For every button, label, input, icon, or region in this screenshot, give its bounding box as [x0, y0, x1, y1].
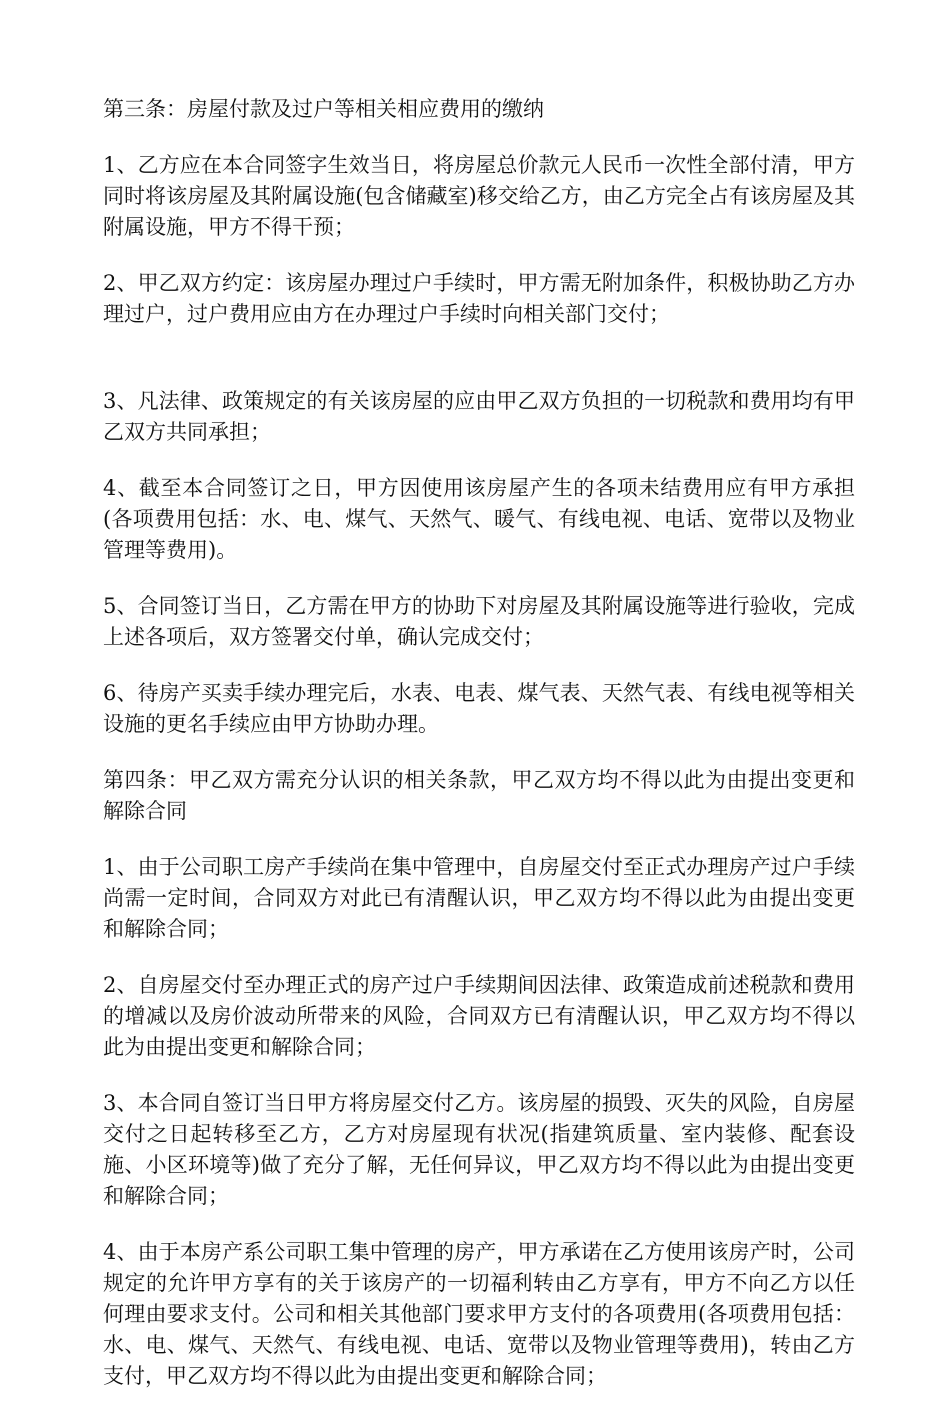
article-3-clause-1: 1、乙方应在本合同签字生效当日，将房屋总价款元人民币一次性全部付清，甲方同时将该房屋及其附属设施(包含储藏室)移交给乙方，由乙方完全占有该房屋及其附属设施，甲方不得干预； — [103, 153, 855, 239]
article-3-clause-6: 6、待房产买卖手续办理完后，水表、电表、煤气表、天然气表、有线电视等相关设施的更名手续应由甲方协助办理。 — [103, 681, 855, 736]
article-3-clause-4: 4、截至本合同签订之日，甲方因使用该房屋产生的各项未结费用应有甲方承担(各项费用包括：水、电、煤气、天然气、暖气、有线电视、电话、宽带以及物业管理等费用)。 — [103, 476, 855, 562]
article-3-clause-2: 2、甲乙双方约定：该房屋办理过户手续时，甲方需无附加条件，积极协助乙方办理过户，过户费用应由方在办理过户手续时向相关部门交付； — [103, 271, 855, 326]
article-4-clause-3: 3、本合同自签订当日甲方将房屋交付乙方。该房屋的损毁、灭失的风险，自房屋交付之日起转移至乙方，乙方对房屋现有状况(指建筑质量、室内装修、配套设施、小区环境等)做了充分了解，无任何异议，甲乙双方均不得以此为由提出变更和解除合同； — [103, 1091, 855, 1208]
article-4-clause-2: 2、自房屋交付至办理正式的房产过户手续期间因法律、政策造成前述税款和费用的增减以及房价波动所带来的风险，合同双方已有清醒认识，甲乙双方均不得以此为由提出变更和解除合同； — [103, 973, 855, 1059]
article-3-heading: 第三条：房屋付款及过户等相关相应费用的缴纳 — [103, 97, 544, 121]
article-3-clause-5: 5、合同签订当日，乙方需在甲方的协助下对房屋及其附属设施等进行验收，完成上述各项后，双方签署交付单，确认完成交付； — [103, 594, 855, 649]
document-body — [103, 94, 855, 1417]
article-3-clause-3: 3、凡法律、政策规定的有关该房屋的应由甲乙双方负担的一切税款和费用均有甲乙双方共同承担； — [103, 389, 855, 444]
article-4-clause-4: 4、由于本房产系公司职工集中管理的房产，甲方承诺在乙方使用该房产时，公司规定的允许甲方享有的关于该房产的一切福利转由乙方享有，甲方不向乙方以任何理由要求支付。公司和相关其他部门要求甲方支付的各项费用(各项费用包括：水、电、煤气、天然气、有线电视、电话、宽带以及物业管理等费用)，转由乙方支付，甲乙双方均不得以此为由提出变更和解除合同； — [103, 1240, 855, 1388]
article-4-heading: 第四条：甲乙双方需充分认识的相关条款，甲乙双方均不得以此为由提出变更和解除合同 — [103, 768, 855, 823]
article-4-clause-1: 1、由于公司职工房产手续尚在集中管理中，自房屋交付至正式办理房产过户手续尚需一定时间，合同双方对此已有清醒认识，甲乙双方均不得以此为由提出变更和解除合同； — [103, 855, 855, 941]
